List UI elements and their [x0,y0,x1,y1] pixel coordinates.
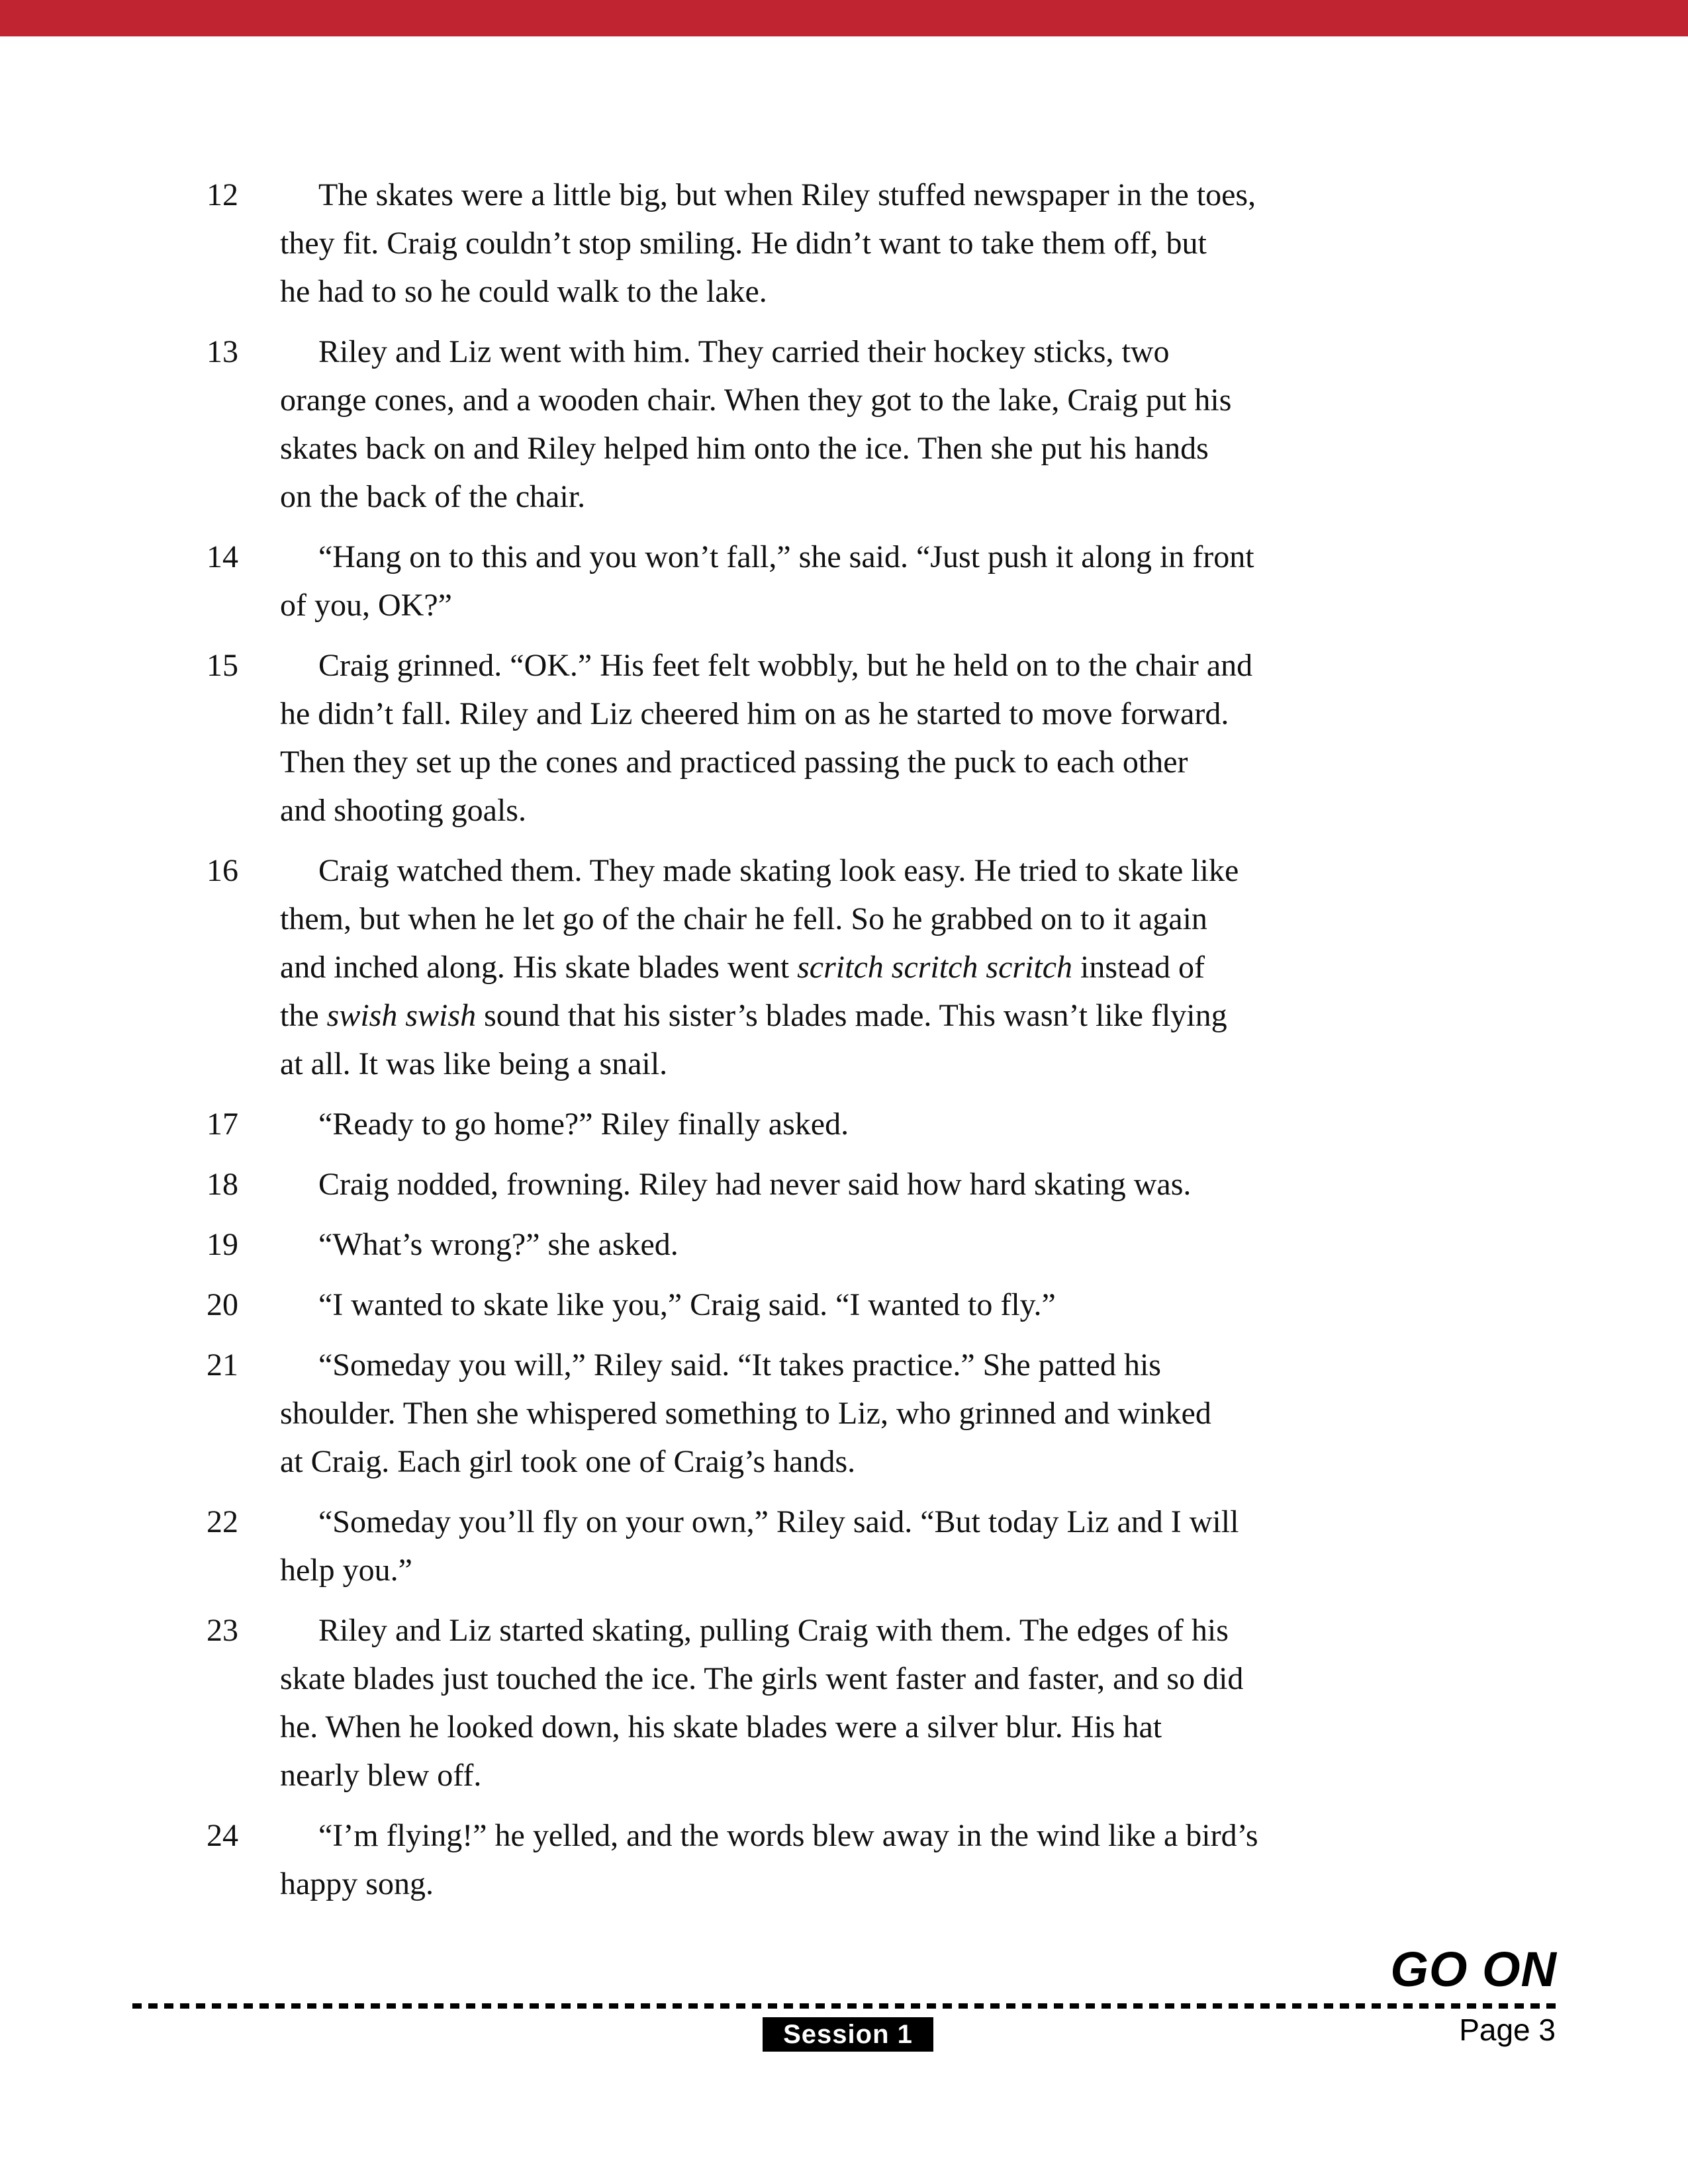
passage-paragraph [0,1220,1688,1269]
paragraph-line [280,786,1472,835]
text-segment: shoulder. Then she whispered something to Liz, who grinned and winked [280,1396,1211,1431]
paragraph-line [280,581,1472,629]
paragraph-text [280,1100,1472,1148]
paragraph-line [280,328,1472,376]
text-segment: sound that his sister’s blades made. This wasn’t like flying [476,998,1227,1033]
text-segment: help you.” [280,1553,412,1588]
paragraph-text [280,846,1472,1088]
text-segment: Craig grinned. “OK.” His feet felt wobbly, but he held on to the chair and [318,648,1253,683]
passage-paragraph [0,1281,1688,1329]
paragraph-number: 14 [207,539,238,574]
text-segment: they fit. Craig couldn’t stop smiling. He didn’t want to take them off, but [280,226,1207,261]
paragraph-line [280,1655,1472,1703]
text-segment: and inched along. His skate blades went [280,950,798,985]
paragraph-line [280,895,1472,943]
text-segment: “Someday you’ll fly on your own,” Riley said. “But today Liz and I will [318,1504,1239,1539]
paragraph-line [280,846,1472,895]
paragraph-line [280,1751,1472,1799]
text-segment: them, but when he let go of the chair he fell. So he grabbed on to it again [280,901,1207,936]
italic-text-segment: scritch scritch scritch [797,950,1073,985]
paragraph-number: 18 [207,1167,238,1202]
paragraph-line [280,1811,1472,1860]
text-segment: Riley and Liz started skating, pulling Craig with them. The edges of his [318,1613,1229,1648]
text-segment: the [280,998,327,1033]
paragraph-line [280,533,1472,581]
paragraph-text [280,328,1472,521]
top-red-bar [0,0,1688,36]
paragraph-line [280,1341,1472,1389]
text-segment: he. When he looked down, his skate blades were a silver blur. His hat [280,1709,1162,1745]
paragraph-line [280,641,1472,690]
paragraph-number: 23 [207,1613,238,1648]
italic-text-segment: swish swish [326,998,477,1033]
text-segment: “Someday you will,” Riley said. “It takes practice.” She patted his [318,1347,1161,1383]
text-segment: and shooting goals. [280,793,526,828]
text-segment: Craig nodded, frowning. Riley had never said how hard skating was. [318,1167,1192,1202]
text-segment: skates back on and Riley helped him onto the ice. Then she put his hands [280,431,1209,466]
text-segment: “I’m flying!” he yelled, and the words blew away in the wind like a bird’s [318,1818,1258,1853]
reading-passage [0,171,1688,1920]
paragraph-text [280,1341,1472,1486]
text-segment: Riley and Liz went with him. They carried their hockey sticks, two [318,334,1170,369]
text-segment: he didn’t fall. Riley and Liz cheered him on as he started to move forward. [280,696,1229,731]
text-segment: The skates were a little big, but when Riley stuffed newspaper in the toes, [318,177,1256,212]
text-segment: happy song. [280,1866,434,1901]
paragraph-line [280,1100,1472,1148]
text-segment: of you, OK?” [280,588,452,623]
go-on-label: GO ON [1390,1942,1557,1997]
passage-paragraph [0,328,1688,521]
paragraph-text [280,1606,1472,1799]
passage-paragraph [0,1498,1688,1594]
text-segment: orange cones, and a wooden chair. When they got to the lake, Craig put his [280,383,1232,418]
paragraph-number: 24 [207,1818,238,1853]
paragraph-line [280,991,1472,1040]
paragraph-line [280,1703,1472,1751]
passage-paragraph [0,533,1688,629]
paragraph-text [280,533,1472,629]
text-segment: Then they set up the cones and practiced passing the puck to each other [280,745,1188,780]
text-segment: he had to so he could walk to the lake. [280,274,767,309]
text-segment: at all. It was like being a snail. [280,1046,668,1081]
paragraph-line [280,1040,1472,1088]
text-segment: “I wanted to skate like you,” Craig said. “I wanted to fly.” [318,1287,1056,1322]
text-segment: “What’s wrong?” she asked. [318,1227,679,1262]
paragraph-line [280,1860,1472,1908]
paragraph-line [280,1160,1472,1208]
paragraph-line [280,1281,1472,1329]
paragraph-line [280,738,1472,786]
passage-paragraph [0,171,1688,316]
paragraph-text [280,1160,1472,1208]
text-segment: “Hang on to this and you won’t fall,” she said. “Just push it along in front [318,539,1254,574]
passage-paragraph [0,1341,1688,1486]
paragraph-text [280,171,1472,316]
paragraph-line [280,1498,1472,1546]
paragraph-line [280,267,1472,316]
paragraph-line [280,473,1472,521]
session-badge: Session 1 [763,2017,933,2052]
paragraph-text [280,1811,1472,1908]
paragraph-text [280,641,1472,835]
text-segment: at Craig. Each girl took one of Craig’s hands. [280,1444,856,1479]
paragraph-number: 21 [207,1347,238,1383]
passage-paragraph [0,846,1688,1088]
passage-paragraph [0,1606,1688,1799]
passage-paragraph [0,1160,1688,1208]
paragraph-line [280,376,1472,424]
paragraph-line [280,1546,1472,1594]
paragraph-line [280,219,1472,267]
passage-paragraph [0,1811,1688,1908]
paragraph-line [280,943,1472,991]
paragraph-number: 16 [207,853,238,888]
paragraph-number: 19 [207,1227,238,1262]
text-segment: nearly blew off. [280,1758,482,1793]
paragraph-number: 20 [207,1287,238,1322]
paragraph-number: 12 [207,177,238,212]
paragraph-number: 13 [207,334,238,369]
paragraph-line [280,690,1472,738]
paragraph-number: 15 [207,648,238,683]
paragraph-number: 22 [207,1504,238,1539]
paragraph-line [280,1606,1472,1655]
text-segment: Craig watched them. They made skating look easy. He tried to skate like [318,853,1239,888]
text-segment: instead of [1072,950,1205,985]
text-segment: on the back of the chair. [280,479,586,514]
paragraph-line [280,171,1472,219]
text-segment: skate blades just touched the ice. The girls went faster and faster, and so did [280,1661,1244,1696]
paragraph-line [280,1389,1472,1437]
paragraph-text [280,1281,1472,1329]
paragraph-line [280,1437,1472,1486]
paragraph-text [280,1220,1472,1269]
footer-dashed-divider [132,2003,1557,2009]
passage-paragraph [0,1100,1688,1148]
paragraph-text [280,1498,1472,1594]
page-number-label: Page 3 [1459,2013,1556,2047]
text-segment: “Ready to go home?” Riley finally asked. [318,1107,849,1142]
paragraph-line [280,424,1472,473]
passage-paragraph [0,641,1688,835]
paragraph-number: 17 [207,1107,238,1142]
paragraph-line [280,1220,1472,1269]
